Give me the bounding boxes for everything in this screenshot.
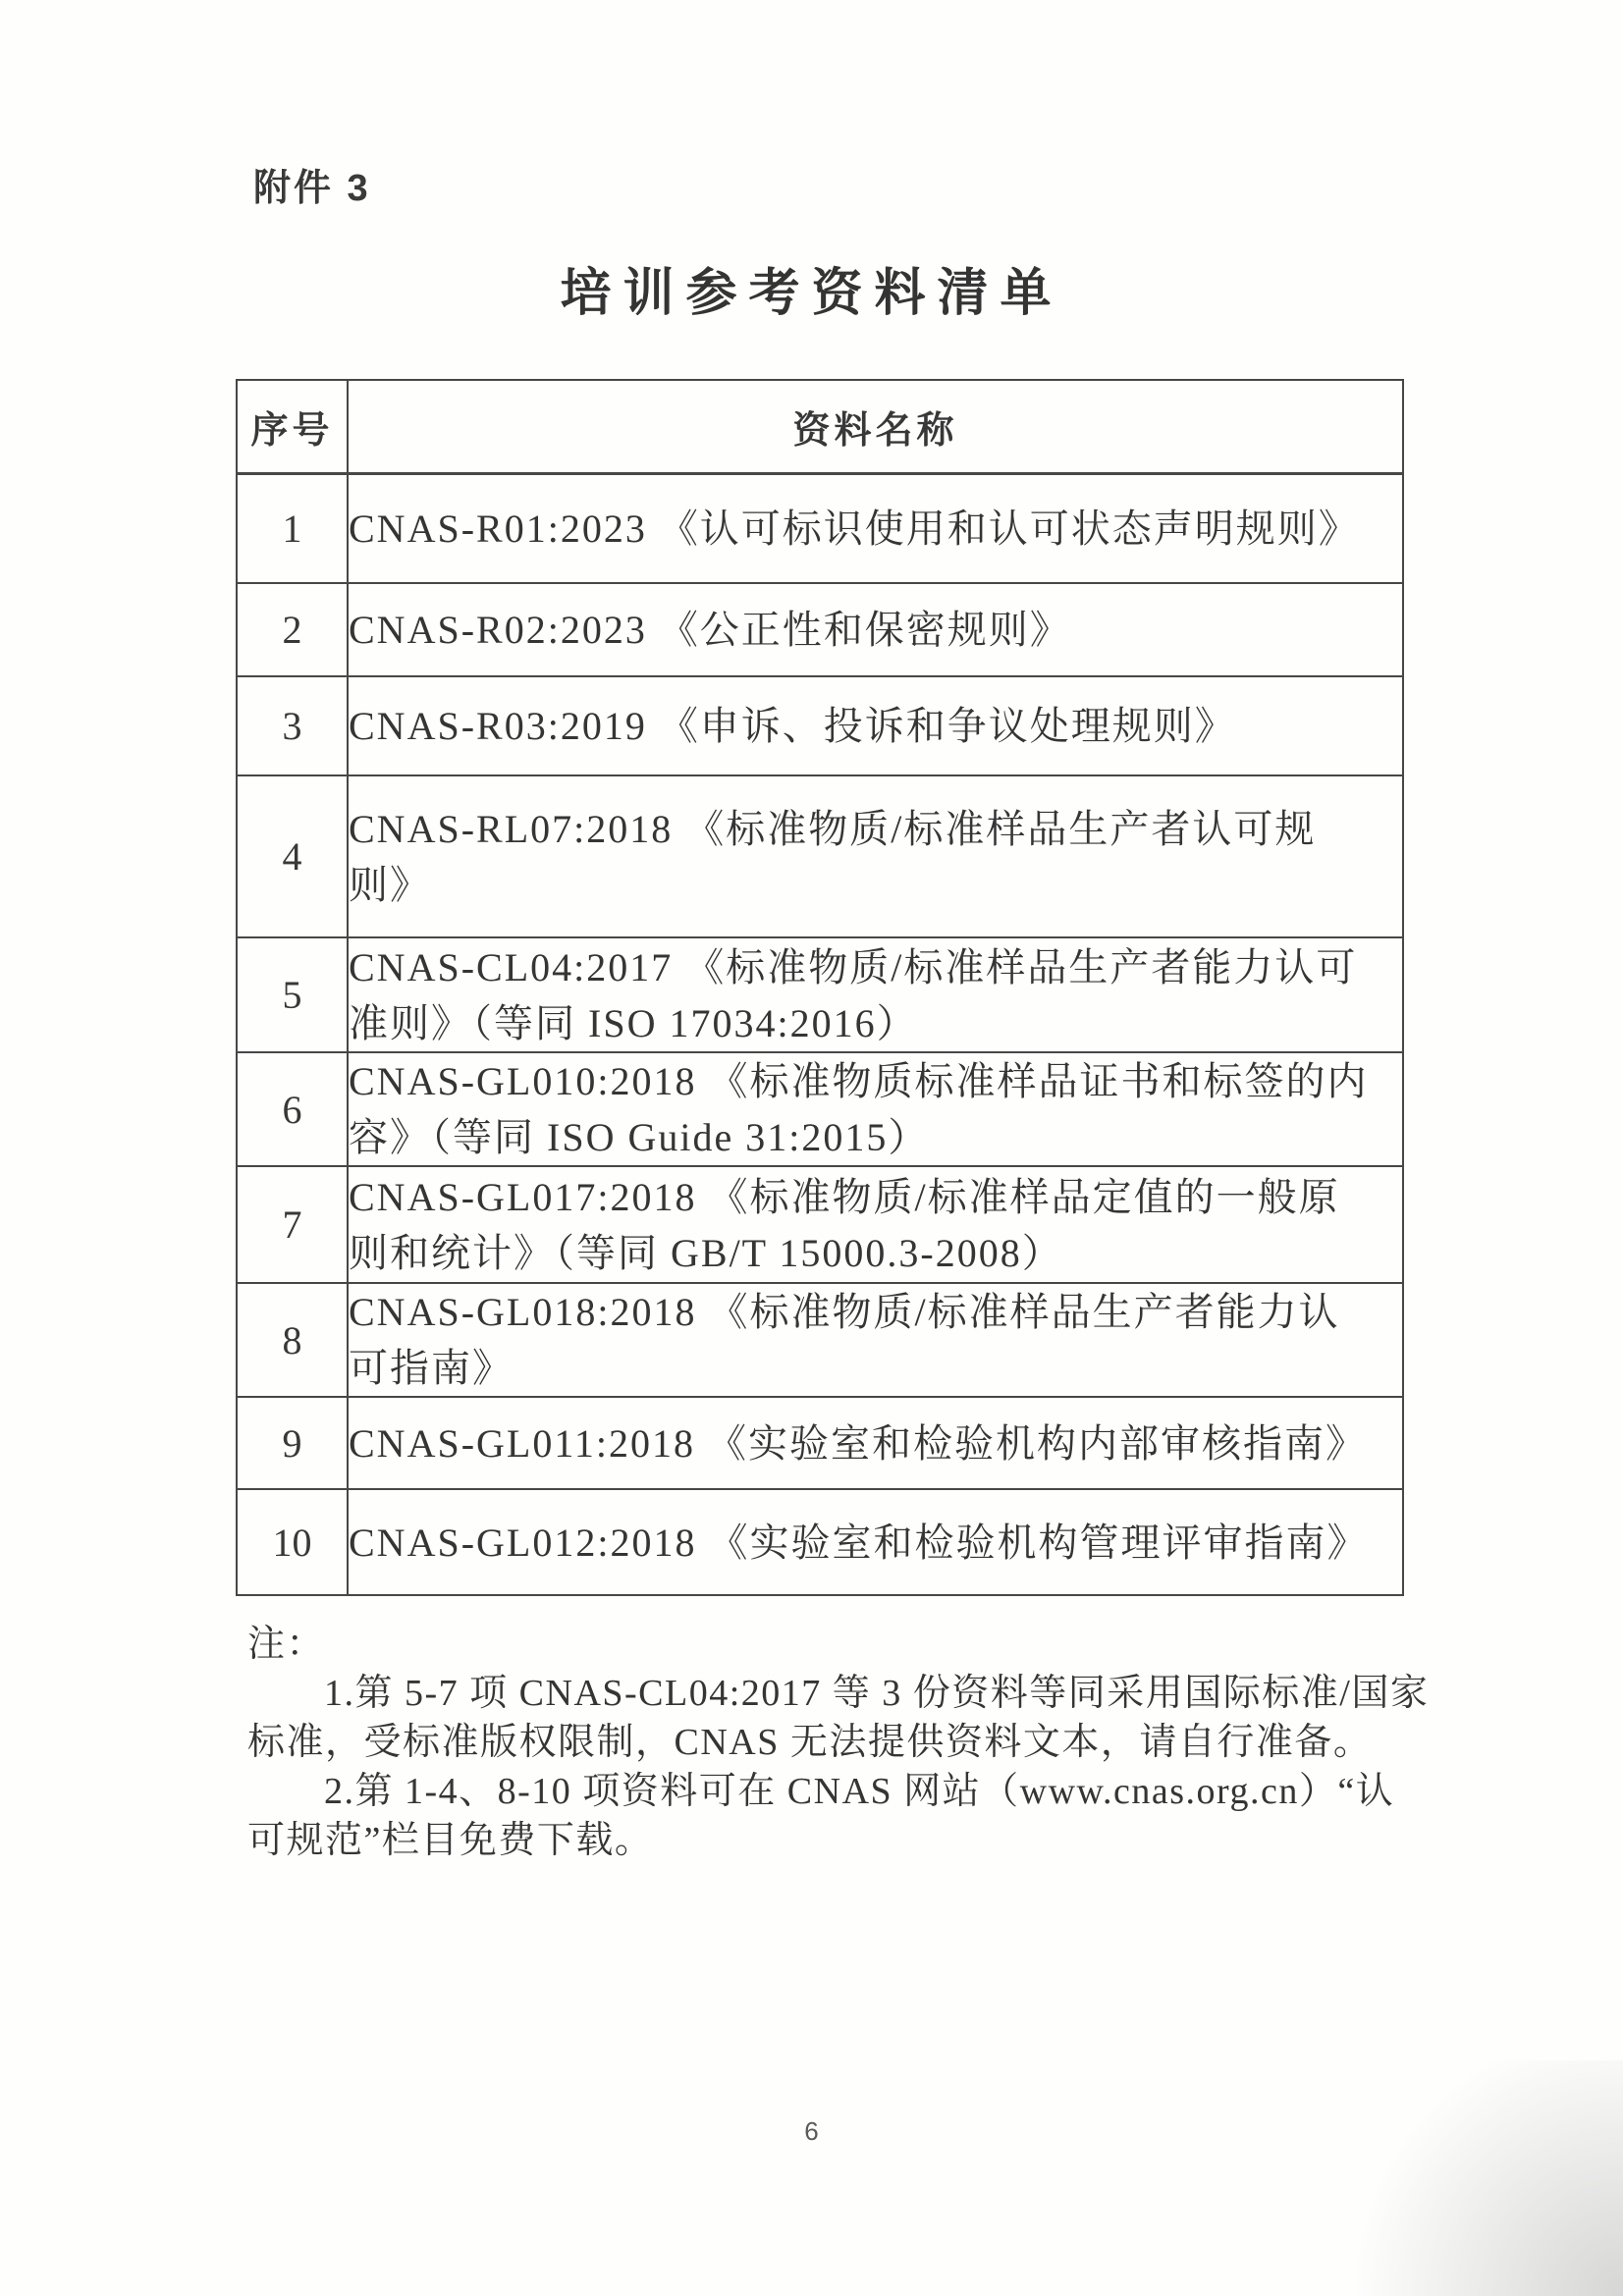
table-row <box>237 937 1403 1052</box>
row-material-name <box>348 1283 1403 1397</box>
page-title: 培训参考资料清单 <box>560 265 1063 322</box>
row-number: 6 <box>237 1052 348 1166</box>
column-header-name: 资料名称 <box>348 380 1403 473</box>
materials-table <box>236 379 1404 1596</box>
material-name-line: CNAS-R02:2023 《公正性和保密规则》 <box>349 608 1071 652</box>
row-material-name <box>348 583 1403 676</box>
table-row <box>237 775 1403 937</box>
material-name-line: CNAS-R03:2019 《申诉、投诉和争议处理规则》 <box>349 704 1236 748</box>
row-number: 2 <box>237 583 348 676</box>
row-material-name <box>348 937 1403 1052</box>
notes-section <box>247 1620 1430 1865</box>
row-number: 3 <box>237 676 348 775</box>
row-material-name <box>348 676 1403 775</box>
table-row <box>237 1166 1403 1283</box>
row-number: 10 <box>237 1489 348 1595</box>
material-name-line: CNAS-GL018:2018 《标准物质/标准样品生产者能力认 <box>349 1290 1340 1334</box>
row-material-name <box>348 1489 1403 1595</box>
material-name-line: CNAS-RL07:2018 《标准物质/标准样品生产者认可规 <box>349 806 1317 851</box>
material-name-line: 准则》（等同 ISO 17034:2016） <box>349 1000 918 1045</box>
note-line: 可规范”栏目免费下载。 <box>247 1820 654 1861</box>
table-row <box>237 676 1403 775</box>
row-material-name <box>348 1397 1403 1489</box>
table-row <box>237 1283 1403 1397</box>
note-line: 2.第 1-4、8-10 项资料可在 CNAS 网站（www.cnas.org.cn）“认 <box>324 1771 1395 1812</box>
material-name-line: CNAS-GL017:2018 《标准物质/标准样品定值的一般原 <box>349 1174 1340 1219</box>
attachment-label: 附件 3 <box>253 168 371 209</box>
table-row <box>237 583 1403 676</box>
notes-label: 注： <box>247 1624 326 1665</box>
material-name-line: 可指南》 <box>349 1346 514 1390</box>
row-material-name <box>348 1166 1403 1283</box>
table-row <box>237 473 1403 583</box>
material-name-line: 则和统计》（等同 GB/T 15000.3-2008） <box>349 1230 1063 1275</box>
row-number: 4 <box>237 775 348 937</box>
row-number: 1 <box>237 473 348 583</box>
page-number: 6 <box>804 2116 819 2146</box>
material-name-line: CNAS-GL010:2018 《标准物质标准样品证书和标签的内 <box>349 1059 1369 1103</box>
row-material-name <box>348 775 1403 937</box>
row-number: 9 <box>237 1397 348 1489</box>
row-number: 8 <box>237 1283 348 1397</box>
table-row <box>237 1489 1403 1595</box>
material-name-line: CNAS-GL012:2018 《实验室和检验机构管理评审指南》 <box>349 1520 1369 1565</box>
table-row <box>237 1052 1403 1166</box>
material-name-line: CNAS-R01:2023 《认可标识使用和认可状态声明规则》 <box>349 506 1360 551</box>
row-material-name <box>348 1052 1403 1166</box>
note-line: 1.第 5-7 项 CNAS-CL04:2017 等 3 份资料等同采用国际标准/国家 <box>324 1673 1430 1714</box>
note-line: 标准，受标准版权限制，CNAS 无法提供资料文本，请自行准备。 <box>247 1722 1373 1763</box>
row-material-name <box>348 473 1403 583</box>
material-name-line: 容》（等同 ISO Guide 31:2015） <box>349 1115 930 1159</box>
table-row <box>237 1397 1403 1489</box>
material-name-line: CNAS-CL04:2017 《标准物质/标准样品生产者能力认可 <box>349 944 1358 989</box>
row-number: 7 <box>237 1166 348 1283</box>
row-number: 5 <box>237 937 348 1052</box>
column-header-no: 序号 <box>237 380 348 473</box>
material-name-line: 则》 <box>349 862 431 907</box>
table-header-row <box>237 380 1403 473</box>
material-name-line: CNAS-GL011:2018 《实验室和检验机构内部审核指南》 <box>349 1420 1367 1466</box>
